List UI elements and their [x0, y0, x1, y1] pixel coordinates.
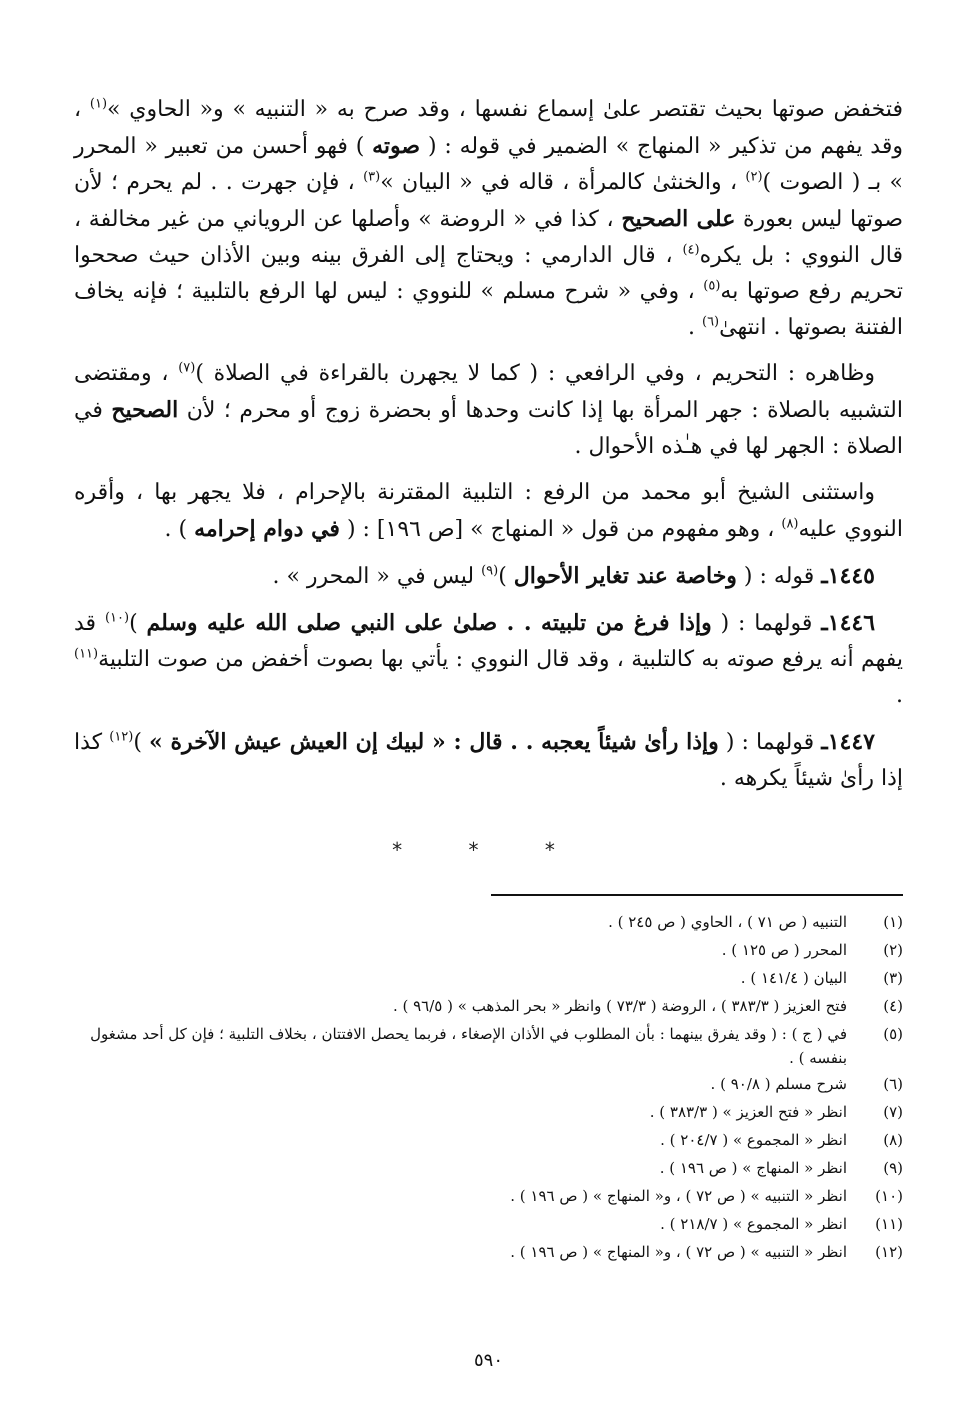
- text-run: كذا إذا رأىٰ شيئاً يكرهه .: [74, 730, 903, 791]
- footnote-number: (١٠): [875, 1187, 903, 1205]
- footnote: [74, 936, 903, 964]
- text-run: ): [498, 564, 514, 589]
- footnote: [74, 992, 903, 1020]
- footnote-number: (١): [883, 913, 903, 931]
- section-separator: * * *: [392, 838, 585, 862]
- footnote: [74, 1098, 903, 1126]
- footnote-ref: (٨): [781, 516, 799, 532]
- footnote-text: التنبيه ( ص ٧١ ) ، الحاوي ( ص ٢٤٥ ) .: [608, 913, 847, 931]
- footnote: [74, 1070, 903, 1098]
- text-run: في الصلاة : الجهر لها في هـٰذه الأحوال .: [74, 398, 903, 459]
- text-run: ، والخنثىٰ كالمرأة ، قاله في « البيان »: [380, 170, 746, 195]
- footnote-number: (٤): [883, 997, 903, 1015]
- footnote: [74, 1126, 903, 1154]
- footnote-ref: (٦): [701, 314, 720, 330]
- bold-text: ١٤٤٧ـ: [821, 729, 875, 755]
- text-run: ، وفي « شرح مسلم » للنووي : ليس لها الرفع بالتلبية ؛ فإنه يخاف الفتنة بصوتها . انتهىٰ: [74, 279, 903, 340]
- footnote: [74, 1182, 903, 1210]
- bold-text: ١٤٤٦ـ: [821, 610, 876, 636]
- paragraph: [74, 605, 903, 714]
- footnote-ref: (٥): [703, 278, 721, 294]
- text-run: ): [129, 611, 147, 636]
- paragraph: [74, 558, 903, 595]
- text-run: قولهما : (: [711, 611, 822, 636]
- footnote-ref: (٧): [178, 360, 196, 376]
- footnotes: [74, 908, 903, 1266]
- footnote-rule: [491, 894, 903, 896]
- footnote-text: المحرر ( ص ١٢٥ ) .: [721, 941, 847, 959]
- text-run: ، وهو مفهوم من قول « المنهاج » [ص ١٩٦] : (: [339, 517, 782, 542]
- footnote-number: (٧): [883, 1103, 903, 1121]
- text-run: قولهما : (: [718, 730, 822, 755]
- main-text: [74, 92, 903, 797]
- text-run: .: [687, 315, 702, 340]
- text-run: ) .: [164, 517, 195, 542]
- text-run: ، كذا في « الروضة » وأصلها عن الروياني من غير مخالفة ، قال النووي : بل يكره: [74, 207, 903, 268]
- bold-text: وإذا رأىٰ شيئاً يعجبه . . قال : « لبيك إن العيش عيش الآخرة »: [149, 729, 719, 755]
- text-run: فتخفض صوتها بحيث تقتصر علىٰ إسماع نفسها ، وقد صرح به « التنبيه » و« الحاوي »: [107, 97, 903, 122]
- footnote-number: (٨): [883, 1131, 903, 1149]
- text-run: قوله : (: [736, 564, 822, 589]
- footnote: [74, 964, 903, 992]
- footnote-text: في ( ج ) : ( وقد يفرق بينهما : بأن المطلوب في الأذان الإصغاء ، فربما يحصل الافتتان ، بخلاف التلبية ؛ فإن كل أحد مشغول بنفسه ) .: [90, 1025, 847, 1067]
- footnote-ref: (١): [89, 96, 108, 112]
- footnote-number: (٣): [883, 969, 903, 987]
- footnote-ref: (٣): [363, 169, 381, 185]
- text-run: ): [133, 730, 150, 755]
- text-run: وظاهره : التحريم ، وفي الرافعي : ( كما لا يجهرن بالقراءة في الصلاة ): [195, 361, 875, 386]
- text-run: ، فإن جهرت . . لم يحرم ؛ لأن صوتها ليس بعورة: [74, 170, 904, 232]
- bold-text: وإذا فرغ من تلبيته . . صلىٰ على النبي صلى الله عليه وسلم: [146, 610, 712, 636]
- footnote-number: (٦): [883, 1075, 903, 1093]
- text-run: ) فهو أحسن من تعبير « المحرر » بـ ( الصوت ): [74, 134, 903, 195]
- footnote-ref: (٩): [481, 563, 499, 579]
- footnote-text: فتح العزيز ( ٣٨٣/٣ ) ، الروضة ( ٧٣/٣ ) وانظر « بحر المذهب » ( ٩٦/٥ ) .: [392, 997, 847, 1015]
- footnote-text: انظر « التنبيه » ( ص ٧٢ ) ، و« المنهاج » ( ص ١٩٦ ) .: [510, 1243, 847, 1261]
- footnote-text: انظر « فتح العزيز » ( ٣٨٣/٣ ) .: [649, 1103, 847, 1121]
- footnote-number: (٩): [883, 1159, 903, 1177]
- footnote-number: (٢): [883, 941, 903, 959]
- paragraph: [74, 475, 903, 548]
- footnote: [74, 1210, 903, 1238]
- footnote-ref: (٢): [745, 169, 763, 185]
- footnote-text: انظر « المنهاج » ( ص ١٩٦ ) .: [659, 1159, 847, 1177]
- footnote-text: شرح مسلم ( ٩٠/٨ ) .: [710, 1075, 847, 1093]
- footnote-ref: (٤): [682, 242, 700, 258]
- bold-text: صوته: [372, 133, 421, 159]
- paragraph: [74, 356, 903, 465]
- bold-text: الصحيح: [111, 397, 179, 423]
- bold-text: وخاصة عند تغاير الأحوال: [513, 563, 737, 589]
- footnote-text: انظر « التنبيه » ( ص ٧٢ ) ، و« المنهاج » ( ص ١٩٦ ) .: [510, 1187, 847, 1205]
- footnote-ref: (١٢): [109, 729, 134, 745]
- footnote: [74, 1154, 903, 1182]
- page-number: ٥٩٠: [473, 1350, 503, 1371]
- footnote: [74, 1238, 903, 1266]
- footnote-ref: (١١): [74, 646, 99, 662]
- footnote-text: انظر « المجموع » ( ٢٠٤/٧ ) .: [660, 1131, 847, 1149]
- footnote-number: (٥): [883, 1025, 903, 1043]
- bold-text: ١٤٤٥ـ: [821, 563, 875, 589]
- footnote: [74, 908, 903, 936]
- text-run: ليس في « المحرر » .: [272, 564, 482, 589]
- text-run: ، قال الدارمي : ويحتاج إلى الفرق بينه وبين الأذان حيث صححوا تحريم رفع صوتها به: [74, 243, 903, 304]
- footnote-number: (١١): [875, 1215, 903, 1233]
- text-run: .: [896, 683, 903, 708]
- text-run: واستثنى الشيخ أبو محمد من الرفع : التلبية المقترنة بالإحرام ، فلا يجهر بها ، وأقره النووي عليه: [74, 480, 903, 542]
- footnote-ref: (١٠): [104, 610, 130, 626]
- bold-text: في دوام إحرامه: [194, 516, 340, 542]
- footnote-text: انظر « المجموع » ( ٢١٨/٧ ) .: [660, 1215, 847, 1233]
- footnote-number: (١٢): [875, 1243, 903, 1261]
- footnote-text: البيان ( ١٤١/٤ ) .: [740, 969, 847, 987]
- paragraph: [74, 92, 903, 346]
- text-run: ، ومقتضى التشبيه بالصلاة : جهر المرأة بها إذا كانت وحدها أو بحضرة زوج أو محرم ؛ لأن: [74, 361, 903, 423]
- bold-text: على الصحيح: [621, 206, 736, 232]
- paragraph: [74, 724, 903, 797]
- footnote: [74, 1020, 903, 1070]
- text-run: قد يفهم أنه يرفع صوته به كالتلبية ، وقد قال النووي : يأتي بها بصوت أخفض من صوت التلبية: [74, 611, 903, 672]
- text-run: ، وقد يفهم من تذكير « المنهاج » الضمير في قوله : (: [74, 97, 903, 159]
